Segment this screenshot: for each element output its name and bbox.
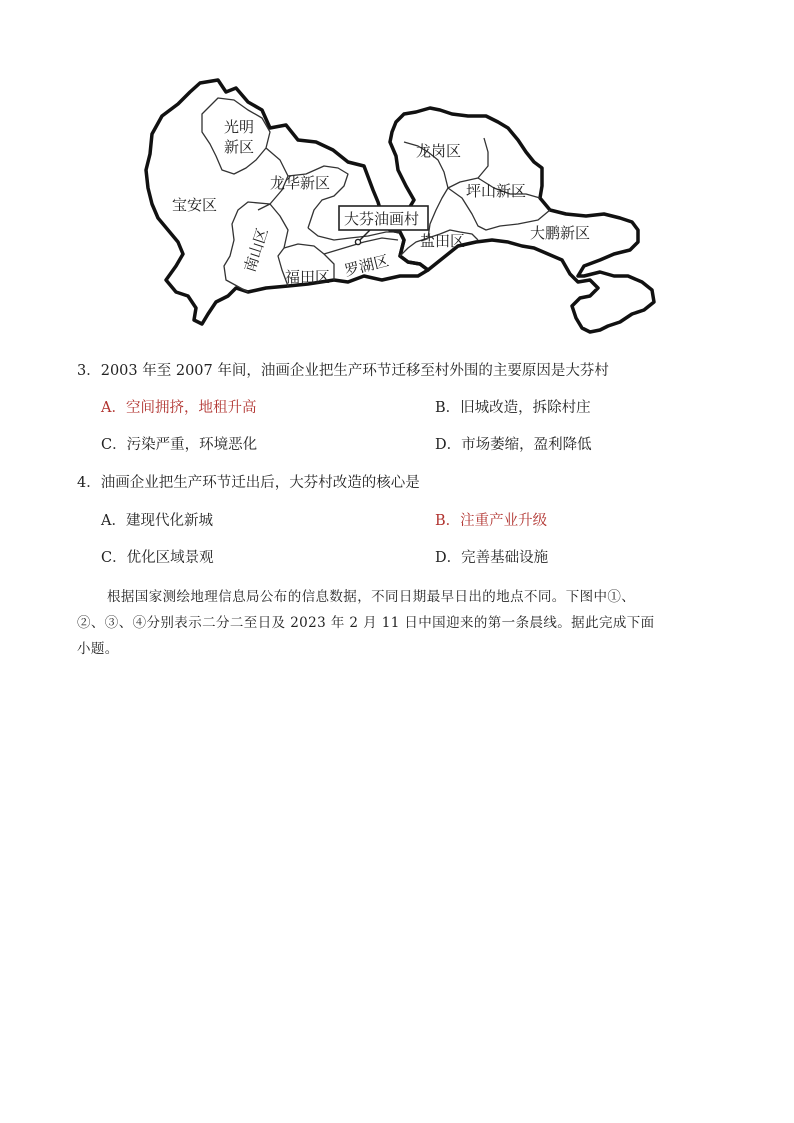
callout-label: 大芬油画村: [344, 210, 420, 228]
option-key: C．: [101, 437, 127, 453]
nanshan-label: 南山区: [240, 225, 272, 275]
passage-line-3: 小题。: [77, 641, 119, 657]
q4-option-a: [101, 510, 213, 532]
question-number: 4．: [77, 475, 101, 491]
longgang-label: 龙岗区: [416, 142, 462, 160]
option-key: A．: [101, 513, 126, 529]
q4-option-d: [435, 547, 548, 569]
option-key: D．: [435, 550, 462, 566]
pingshan-label: 坪山新区: [466, 182, 527, 200]
option-key: B．: [435, 513, 461, 529]
passage-text: 根据国家测绘地理信息局公布的信息数据，不同日期最早日出的地点不同。下图中①、: [107, 589, 636, 605]
svg-text:光明: 光明: [224, 118, 255, 136]
option-text: 污染严重，环境恶化: [126, 437, 258, 453]
question-text: 油画企业把生产环节迁出后，大芬村改造的核心是: [100, 475, 420, 491]
option-key: A．: [101, 400, 126, 416]
guangming-label: [224, 118, 254, 156]
option-text: 优化区域景观: [126, 550, 214, 566]
q3-option-d: [435, 434, 592, 456]
option-key: B．: [435, 400, 461, 416]
passage: [77, 584, 722, 662]
baoan-label: 宝安区: [172, 196, 218, 214]
map-svg: [138, 70, 668, 345]
option-text: 注重产业升级: [460, 513, 548, 529]
dafen-marker-icon: [355, 239, 360, 244]
option-key: C．: [101, 550, 127, 566]
q3-option-c: [101, 434, 257, 456]
passage-line-1: [77, 584, 722, 610]
question-number: 3．: [77, 363, 101, 379]
option-text: 完善基础设施: [461, 550, 549, 566]
svg-text:新区: 新区: [224, 138, 255, 156]
passage-line-2: ②、③、④分别表示二分二至日及 2023 年 2 月 11 日中国迎来的第一条晨线。据此完成下面: [77, 615, 655, 631]
option-key: D．: [435, 437, 462, 453]
longhua-label: 龙华新区: [270, 174, 331, 192]
shenzhen-district-map: [138, 70, 668, 345]
futian-label: 福田区: [285, 268, 331, 286]
yantian-label: 盐田区: [420, 232, 466, 250]
dapeng-label: 大鹏新区: [530, 224, 591, 242]
option-text: 空间拥挤，地租升高: [125, 400, 257, 416]
option-text: 市场萎缩，盈利降低: [461, 437, 592, 453]
q4-option-c: [101, 547, 214, 569]
option-text: 建现代化新城: [125, 513, 213, 529]
question-text: 2003 年至 2007 年间，油画企业把生产环节迁移至村外围的主要原因是大芬村: [100, 363, 609, 379]
question-3-stem: [77, 360, 609, 382]
question-4-stem: [77, 472, 420, 494]
q3-option-b: [435, 397, 591, 419]
q3-option-a: [101, 397, 256, 419]
q4-option-b: [435, 510, 547, 532]
luohu-label: 罗湖区: [342, 251, 391, 280]
option-text: 旧城改造，拆除村庄: [460, 400, 591, 416]
